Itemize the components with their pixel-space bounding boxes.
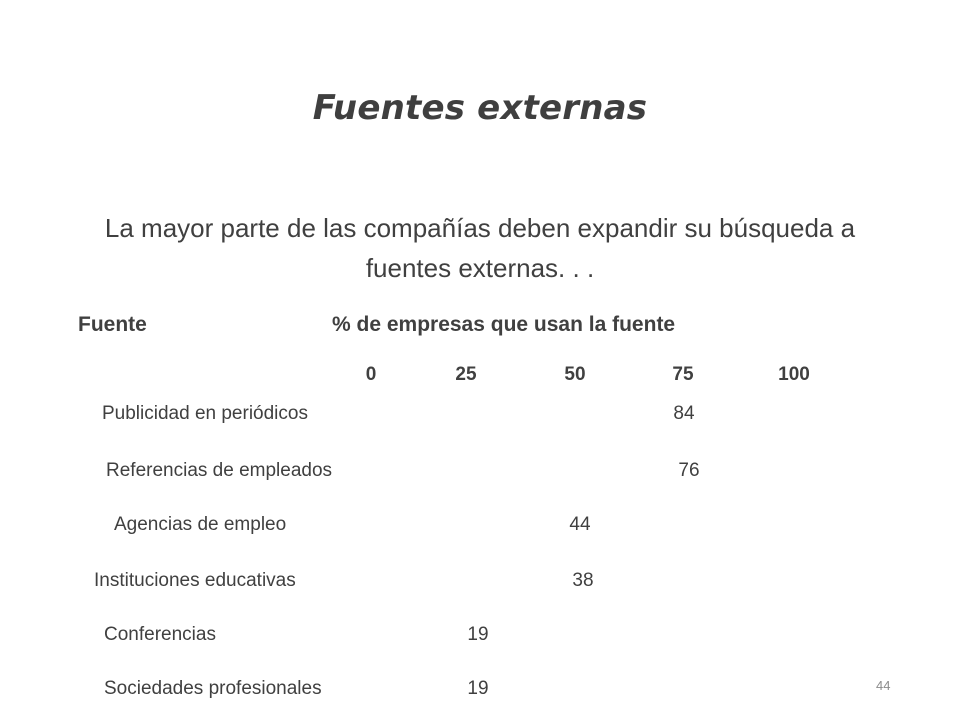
slide-title: Fuentes externas: [312, 88, 648, 128]
slide-subtitle: La mayor parte de las compañías deben expandir su búsqueda a fuentes externas. . .: [104, 213, 856, 283]
row-value-instituciones: 38: [572, 570, 594, 591]
scale-tick-75: 75: [672, 364, 694, 385]
row-label-sociedades: Sociedades profesionales: [104, 678, 322, 699]
row-label-publicidad: Publicidad en periódicos: [102, 403, 308, 424]
scale-tick-25: 25: [455, 364, 477, 385]
page-number: 44: [876, 678, 891, 693]
row-label-instituciones: Instituciones educativas: [94, 570, 296, 591]
column-header-source: Fuente: [78, 313, 147, 336]
row-value-conferencias: 19: [467, 624, 489, 645]
row-value-publicidad: 84: [673, 403, 695, 424]
row-label-referencias: Referencias de empleados: [106, 460, 333, 481]
row-value-sociedades: 19: [467, 678, 489, 699]
scale-tick-50: 50: [564, 364, 586, 385]
scale-tick-100: 100: [778, 364, 810, 385]
row-label-agencias: Agencias de empleo: [114, 514, 287, 535]
row-label-conferencias: Conferencias: [104, 624, 216, 645]
row-value-referencias: 76: [678, 460, 700, 481]
row-value-agencias: 44: [569, 514, 591, 535]
column-header-percent: % de empresas que usan la fuente: [332, 313, 676, 336]
scale-tick-0: 0: [365, 364, 377, 385]
